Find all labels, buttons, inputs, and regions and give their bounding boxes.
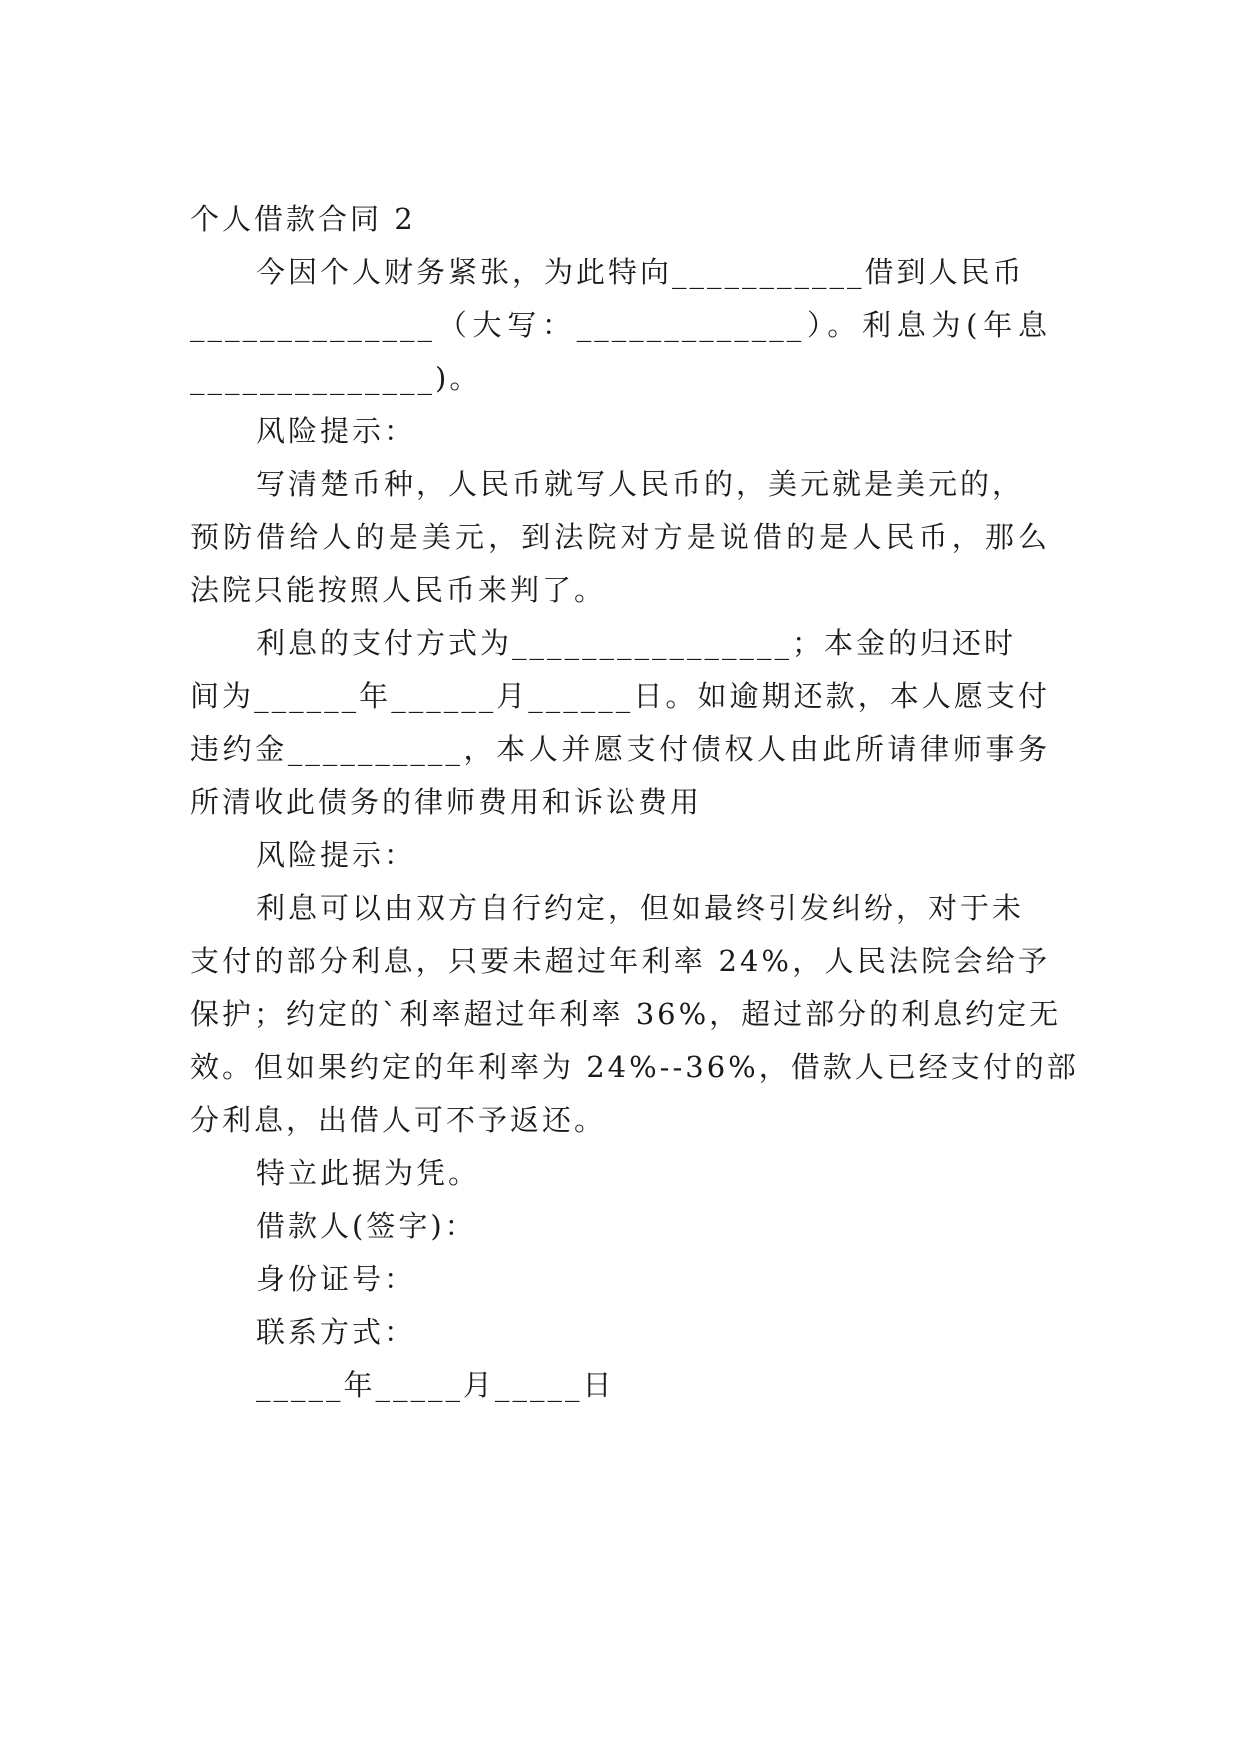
paragraph-line: 违约金__________，本人并愿支付债权人由此所请律师事务: [190, 732, 1050, 766]
risk-heading: 风险提示：: [256, 414, 417, 448]
paragraph-line: 今因个人财务紧张，为此特向___________借到人民币: [256, 255, 1025, 289]
contact-label: 联系方式：: [256, 1315, 417, 1349]
id-number-label: 身份证号：: [256, 1262, 417, 1296]
paragraph-line: 保护；约定的`利率超过年利率 36%，超过部分的利息约定无: [190, 997, 1062, 1031]
paragraph-line: 利息的支付方式为________________；本金的归还时: [256, 626, 1017, 660]
paragraph-line: 效。但如果约定的年利率为 24%--36%，借款人已经支付的部: [190, 1050, 1079, 1084]
paragraph-line: 支付的部分利息，只要未超过年利率 24%，人民法院会给予: [190, 944, 1050, 978]
paragraph-line: 间为______年______月______日。如逾期还款，本人愿支付: [190, 679, 1050, 713]
paragraph-line: ______________)。: [190, 361, 482, 395]
paragraph-line: 分利息，出借人可不予返还。: [190, 1103, 607, 1137]
risk-heading: 风险提示：: [256, 838, 417, 872]
closing-statement: 特立此据为凭。: [256, 1156, 481, 1190]
paragraph-line: 预防借给人的是美元，到法院对方是说借的是人民币，那么: [190, 520, 1050, 554]
document-title: 个人借款合同 2: [190, 202, 416, 236]
paragraph-line: 写清楚币种，人民币就写人民币的，美元就是美元的，: [256, 467, 1025, 501]
borrower-signature-label: 借款人(签字)：: [256, 1209, 477, 1243]
paragraph-line: 所清收此债务的律师费用和诉讼费用: [190, 785, 703, 819]
paragraph-line: ______________（大写：_____________）。利息为(年息: [190, 308, 1050, 342]
paragraph-line: 法院只能按照人民币来判了。: [190, 573, 607, 607]
paragraph-line: 利息可以由双方自行约定，但如最终引发纠纷，对于未: [256, 891, 1025, 925]
date-line: _____年_____月_____日: [256, 1368, 615, 1402]
